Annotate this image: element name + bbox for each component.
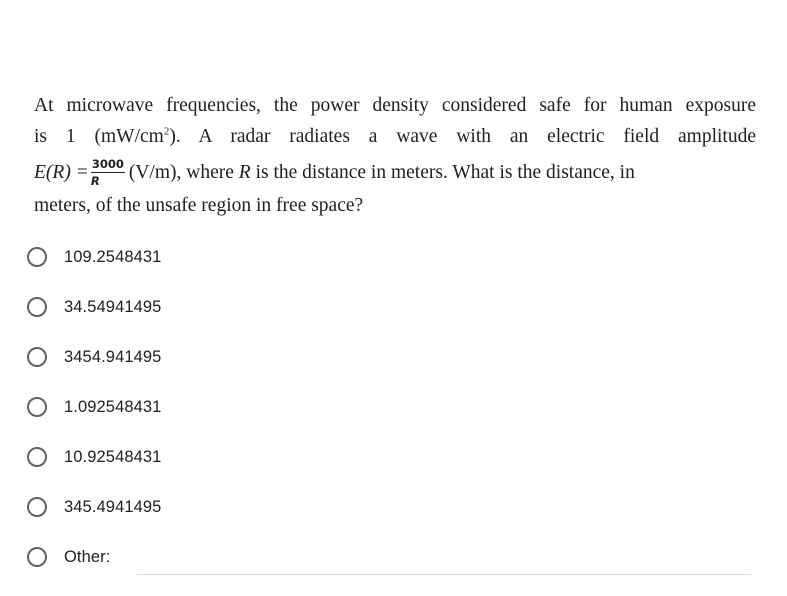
option-5[interactable] — [25, 432, 765, 482]
radio-button[interactable] — [27, 297, 47, 317]
variable-r: R — [238, 161, 251, 183]
question-line-2-suffix: ). A radar radiates a wave with an electric field amplitude — [169, 126, 756, 147]
equation-fraction — [91, 157, 125, 188]
option-other[interactable] — [25, 532, 765, 582]
option-6[interactable] — [25, 482, 765, 532]
option-label: 34.54941495 — [64, 297, 162, 316]
option-3[interactable] — [25, 332, 765, 382]
radio-button[interactable] — [27, 347, 47, 367]
radio-button[interactable] — [27, 497, 47, 517]
answer-options — [25, 232, 765, 582]
option-label: 1.092548431 — [64, 397, 162, 416]
question-line-3 — [34, 152, 756, 192]
other-text-input[interactable] — [137, 546, 751, 575]
question-line-3-rest: is the distance in meters. What is the distance, in — [255, 161, 635, 183]
fraction-denominator: R — [90, 173, 100, 188]
radio-button[interactable] — [27, 397, 47, 417]
question-line-2-prefix: is 1 (mW/cm — [34, 126, 164, 147]
question-line-4: meters, of the unsafe region in free space? — [34, 195, 364, 216]
question-line-2 — [34, 121, 756, 152]
question-line-1: At microwave frequencies, the power density considered safe for human exposure — [34, 95, 756, 116]
equation-lhs: E(R) = — [34, 161, 89, 183]
radio-button[interactable] — [27, 447, 47, 467]
radio-button[interactable] — [27, 247, 47, 267]
option-1[interactable] — [25, 232, 765, 282]
option-label: 345.4941495 — [64, 497, 162, 516]
option-label: 109.2548431 — [64, 247, 162, 266]
superscript-2: 2 — [163, 125, 170, 138]
radio-button[interactable] — [27, 547, 47, 567]
question-line-3-mid: (V/m), where — [128, 161, 234, 183]
option-label: Other: — [64, 547, 111, 566]
option-label: 3454.941495 — [64, 347, 162, 366]
equation — [34, 153, 635, 193]
question-text — [34, 90, 756, 220]
option-4[interactable] — [25, 382, 765, 432]
option-2[interactable] — [25, 282, 765, 332]
option-label: 10.92548431 — [64, 447, 162, 466]
fraction-numerator: 3000 — [91, 156, 124, 171]
